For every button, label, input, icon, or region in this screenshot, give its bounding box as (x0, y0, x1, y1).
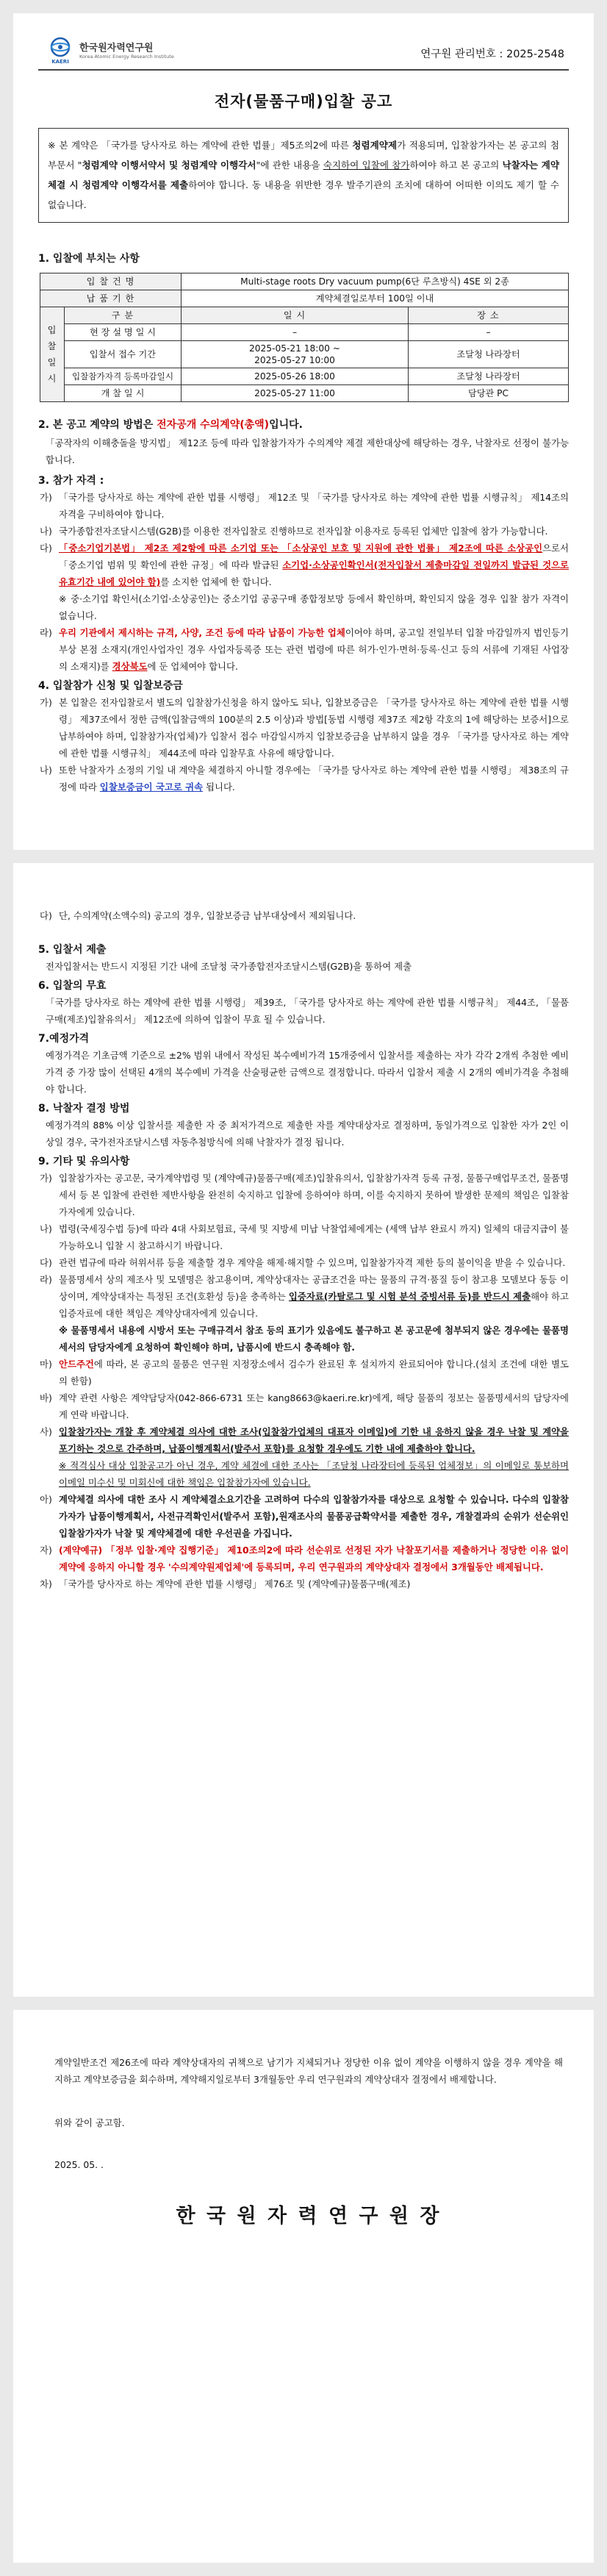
item-label: 나) (40, 526, 52, 537)
item-label: 나) (40, 1223, 52, 1234)
item-text: 입찰참가자는 공고문, 국가계약법령 및 (계약예규)물품구매(제조)입찰유의서, 입찰참가자격 등록 규정, 물품구매업무조건, 물품명세서 등 본 입찰에 관련한 제반사항을 완전히 숙지하고 입찰에 응하여야 하며, 이를 숙지하지 못하여 발생한 문제의 책임은 입찰참가자에게 있습니다. (59, 1173, 569, 1217)
page-2-content (38, 907, 569, 1592)
section-1-heading: 1. 입찰에 부치는 사항 (38, 253, 140, 265)
document-header (38, 13, 569, 69)
section-2 (38, 417, 569, 468)
signer-name: 한 국 원 자 력 연 구 원 장 (176, 2205, 442, 2228)
schedule-place: 조달청 나라장터 (409, 368, 569, 385)
document-page-2 (13, 863, 594, 1997)
item-text-rest: 으로서 「중소기업 범위 및 확인에 관한 규정」에 따라 발급된 (59, 543, 569, 570)
section-6-heading: 6. 입찰의 무효 (38, 980, 107, 992)
list-item (38, 624, 569, 675)
document-number: 연구원 관리번호 : 2025-2548 (420, 49, 564, 60)
page-3-body: 계약일반조건 제26조에 따라 계약상대자의 귀책으로 남기가 지체되거나 정당한 이유 없이 계약을 이행하지 않을 경우 계약을 해지하고 계약보증금을 회수하며, 계약해지일로부터 3개월동안 우리 연구원과의 계약상대자 결정에서 배제합니다. (54, 2057, 563, 2085)
notice-text-5: 하여야 합니다. 동 내용을 위반한 경우 발주기관의 조치에 대하여 어떠한 이의도 제기 할 수 없습니다. (48, 179, 559, 210)
item-label: 차) (40, 1578, 52, 1589)
page-title: 전자(물품구매)입찰 공고 (214, 93, 393, 110)
item-text-a: 물품명세서 상의 제조사 및 모델명은 참고용이며, 계약상대자는 공급조건을 따는 물품의 규격·품질 등이 참고용 모델보다 동등 이상이며, 계약상대자는 특정된 조건(호환성 등)을 충족하는 (59, 1274, 569, 1302)
item-text (59, 1356, 569, 1389)
schedule-label: 현 장 설 명 일 시 (65, 324, 182, 341)
item-label: 가) (40, 697, 52, 708)
kaeri-logo-icon (46, 35, 75, 65)
list-item (38, 523, 569, 540)
row-label-delivery: 납 품 기 한 (40, 290, 182, 307)
logo-text: KAERI (51, 59, 69, 65)
item-text (59, 624, 569, 675)
item-label: 다) (40, 1257, 52, 1268)
schedule-time: 2025-05-26 18:00 (182, 368, 409, 385)
item-text (59, 540, 569, 624)
table-row (40, 341, 569, 368)
section-3 (38, 473, 569, 675)
list-item (38, 762, 569, 795)
schedule-place: 담당관 PC (409, 385, 569, 402)
bid-info-table (40, 273, 569, 402)
list-item (38, 1423, 569, 1491)
item-text: 계약 관련 사항은 계약담당자(042-866-6731 또는 kang8663@kaeri.re.kr)에게, 해당 물품의 정보는 물품명세서의 담당자에게 연락 바랍니다. (59, 1392, 569, 1420)
list-item (38, 1389, 569, 1423)
list-item (38, 1575, 569, 1592)
item-text: 국가종합전자조달시스템(G2B)를 이용한 전자입찰로 진행하므로 전자입찰 이용자로 등록된 업체만 입찰에 참가 가능합니다. (59, 526, 548, 537)
item-text: 「국가를 당사자로 하는 계약에 관한 법률 시행령」 제12조 및 「국가를 당사자로 하는 계약에 관한 법률 시행규칙」 제14조의 자격을 구비하여야 합니다. (59, 492, 569, 520)
schedule-label: 입찰서 접수 기간 (65, 341, 182, 368)
notice-bold-3: 낙찰자는 계약체결 시 청렴계약 이행각서를 제출 (48, 160, 559, 190)
table-row (40, 307, 569, 324)
notice-bold-1: 청렴계약제 (352, 140, 398, 151)
list-item (38, 1491, 569, 1542)
list-item (38, 907, 569, 924)
item-text-blue: 입찰보증금이 국고로 귀속 (99, 781, 204, 793)
schedule-time: 2025-05-21 18:00 ~ 2025-05-27 10:00 (182, 341, 409, 368)
item-text-rest: 에 따라, 본 공고의 물품은 연구원 지정장소에서 검수가 완료된 후 설치까지 완료되어야 합니다.(설치 조건에 대한 별도의 한함) (59, 1359, 569, 1387)
side-label-text: 입찰일시 (47, 325, 57, 384)
item-text: 「국가를 당사자로 하는 계약에 관한 법률 시행령」 제76조 및 (계약예규)물품구매(제조) (59, 1578, 411, 1589)
document-page-1 (13, 13, 594, 850)
section-6 (38, 978, 569, 1028)
item-text (59, 762, 569, 795)
item-text: 계약체결 의사에 대한 조사 시 계약체결소요기간을 고려하여 다수의 입찰참가자를 대상으로 요청할 수 있습니다. 다수의 입찰참가자가 납품이행계획서, 사전규격확인서(발주서 포함),원재조사의 물품공급확약서를 제출한 경우, 개찰결과의 순위가 선순위인 입찰참가자가 낙찰 및 계약체결에 대한 우선권을 가집니다. (59, 1494, 569, 1539)
schedule-time: 2025-05-27 11:00 (182, 385, 409, 402)
item-note: ※ 적격심사 대상 입찰공고가 아닌 경우, 계약 체결에 대한 조사는 「조달청 나라장터에 등록된 업체정보」의 이메일로 통보하며 이메일 미수신 및 미회신에 대한 책임은 입찰참가자에 있습니다. (59, 1460, 569, 1488)
item-text-rest: 이어야 하며, 공고일 전일부터 입찰 마감일까지 법인등기부상 본점 소재지(개인사업자인 경우 사업자등록증 또는 관련 법령에 따른 허가·인가·면허·등록·신고 등의 서류에 기재된 사업장의 소재지)를 (59, 627, 569, 672)
item-label: 바) (40, 1392, 52, 1403)
section-5 (38, 942, 569, 975)
item-text: 본 입찰은 전자입찰로서 별도의 입찰참가신청을 하지 않아도 되나, 입찰보증금은 「국가를 당사자로 하는 계약에 관한 법률 시행령」 제37조에서 정한 금액(입찰금액의 100분의 2.5 이상)과 방법[동법 시행령 제37조 제2항 각호의 1에 해당하는 보증서]으로 납부하여야 하며, 입찰참가자(업체)가 입찰서 접수 마감일시까지 입찰보증금을 납부하지 않을 경우 「국가를 당사자로 하는 계약에 관한 법률 시행규칙」 제44조에 따라 입찰무효 사유에 해당합니다. (59, 697, 569, 759)
org-name-english: Korea Atomic Energy Research Institute (79, 54, 174, 60)
item-text-red: 안드주건 (59, 1359, 94, 1370)
list-item (38, 1254, 569, 1271)
list-item (38, 694, 569, 762)
org-name-korean: 한국원자력연구원 (79, 43, 154, 54)
document-page-3 (13, 2010, 594, 2563)
item-label: 라) (40, 1274, 52, 1285)
schedule-time: – (182, 324, 409, 341)
row-label-bid-name: 입 찰 건 명 (40, 273, 182, 290)
schedule-place: 조달청 나라장터 (409, 341, 569, 368)
table-row (40, 290, 569, 307)
schedule-label: 입찰참가자격 등록마감일시 (65, 368, 182, 385)
item-text-end: 를 소지한 업체에 한 합니다. (160, 576, 272, 587)
section-8-body: 예정가격의 88% 이상 입찰서를 제출한 자 중 최저가격으로 제출한 자를 계약대상자로 결정하며, 동일가격으로 입찰한 자가 2인 이상일 경우, 국가전자조달시스템 자동추첨방식에 의해 낙찰자가 결정 됩니다. (46, 1120, 569, 1148)
item-text: 법령(국세징수법 등)에 따라 4대 사회보험료, 국세 및 지방세 미납 낙찰업체에게는 (세액 납부 완료시 까지) 일체의 대금지급이 불가능하오니 입찰 시 참고하시기 바랍니다. (59, 1223, 569, 1251)
item-text (59, 1423, 569, 1491)
notice-text-1: ※ 본 계약은 「국가를 당사자로 하는 계약에 관한 법률」제5조의2에 따른 (48, 140, 353, 151)
item-text-end: 됩니다. (203, 781, 235, 793)
item-label: 자) (40, 1545, 52, 1556)
list-item (38, 1542, 569, 1575)
item-text (59, 1271, 569, 1356)
item-label: 다) (40, 543, 52, 554)
item-text: 단, 수의계약(소액수의) 공고의 경우, 입찰보증금 납부대상에서 제외됩니다. (59, 910, 356, 921)
item-label: 마) (40, 1359, 52, 1370)
item-label: 사) (40, 1426, 52, 1437)
section-9-heading: 9. 기타 및 유의사항 (38, 1156, 130, 1167)
notice-underline-1: 숙지하여 입찰에 참가 (323, 160, 410, 171)
item-label: 아) (40, 1494, 52, 1505)
list-item (38, 489, 569, 523)
section-3-heading: 3. 참가 자격 : (38, 475, 104, 487)
delivery-value: 계약체결일로부터 100일 이내 (182, 290, 569, 307)
notice-text-3: "에 관한 내용을 (256, 160, 323, 171)
bid-name-value: Multi-stage roots Dry vacuum pump(6단 루츠방식) 4SE 외 2종 (182, 273, 569, 290)
section-7-body: 예정가격은 기초금액 기준으로 ±2% 범위 내에서 작성된 복수예비가격 15개중에서 입찰서를 제출하는 자가 각각 2개씩 추첨한 예비가격 중 가장 많이 선택된 4개의 복수예비 가격을 산술평균한 금액으로 결정합니다. 따라서 입찰서 제출 시 2개의 예비가격을 추첨해야 합니다. (46, 1050, 569, 1095)
section-6-body: 「국가를 당사자로 하는 계약에 관한 법률 시행령」 제39조, 「국가를 당사자로 하는 계약에 관한 법률 시행규칙」 제44조, 「물품구매(제조)입찰유의서」 제12조에 의하여 입찰이 무효 될 수 있습니다. (46, 997, 569, 1025)
list-item (38, 1220, 569, 1254)
col-header-datetime: 일 시 (182, 307, 409, 324)
table-row (40, 324, 569, 341)
item-note: ※ 중·소기업 확인서(소기업·소상공인)는 중소기업 공공구매 종합정보망 등에서 확인하며, 확인되지 않을 경우 입찰 참가 자격이 없습니다. (59, 593, 569, 621)
side-label-bid-schedule (40, 307, 65, 402)
section-2-heading (38, 417, 569, 432)
page-3-content (54, 2054, 563, 2248)
section-4-heading: 4. 입찰참가 신청 및 입찰보증금 (38, 680, 183, 692)
notice-bold-2: 청렴계약 이행서약서 및 청렴계약 이행각서 (82, 160, 256, 171)
page-1-content (38, 13, 569, 795)
item-text-red: 「중소기업기본법」 제2조 제2항에 따른 소기업 또는 「소상공인 보호 및 지원에 관한 법률」 제2조에 따른 소상공인 (59, 543, 543, 554)
item-text-underline: 입찰참가자는 개찰 후 계약체결 의사에 대한 조사(입찰참가업체의 대표자 이메일)에 기한 내 응하지 않을 경우 낙찰 및 계약을 포기하는 것으로 간주하며, 납품이행계획서(발주서 포함)를 요청할 경우에도 기한 내에 제출하야 합니다. (59, 1426, 569, 1454)
notice-date: 2025. 05. . (54, 2159, 104, 2170)
section-8-heading: 8. 낙찰자 결정 방법 (38, 1103, 130, 1115)
col-header-category: 구 분 (65, 307, 182, 324)
table-row (40, 385, 569, 402)
s2-heading-red: 전자공개 수의계약(총액) (157, 419, 270, 431)
list-item (38, 1170, 569, 1220)
notice-text-4: 하여야 하고 본 공고의 (409, 160, 503, 171)
list-item (38, 1271, 569, 1356)
list-item (38, 1356, 569, 1389)
closing-text: 위와 같이 공고함. (54, 2117, 125, 2128)
item-text-b: 해야 하고 입증자료에 대한 책임은 계약상대자에게 있습니다. (59, 1291, 569, 1319)
item-note: ※ 물품명세서 내용에 시방서 또는 구매규격서 참조 등의 표기가 있음에도 불구하고 본 공고문에 첨부되지 않은 경우에는 물품명세서의 담당자에게 요청하여 확인해야 하며, 납품시에 반드시 충족해야 함. (59, 1325, 569, 1353)
s2-heading-a: 2. 본 공고 계약의 방법은 (38, 419, 157, 431)
integrity-notice-box (38, 128, 569, 223)
schedule-label: 개 찰 일 시 (65, 385, 182, 402)
item-text-red: (계약예규) 「정부 입찰·계약 집행기준」 제10조의2에 따라 선순위로 선정된 자가 낙찰포기서를 제출하거나 정당한 이유 없이 계약에 응하지 아니할 경우 '수의계약원제업체'에 등록되며, 우리 연구원과의 계약상대자 결정에서 3개월동안 배제됩니다. (59, 1545, 569, 1573)
header-rule (38, 69, 569, 71)
col-header-place: 장 소 (409, 307, 569, 324)
item-text-red-2: 소기업·소상공인확인서(전자입찰서 제출마감일 전일까지 발급된 것으로 유효기간 내에 있어야 함) (59, 559, 569, 587)
list-item (38, 540, 569, 624)
table-row (40, 368, 569, 385)
schedule-place: – (409, 324, 569, 341)
section-7-heading: 7.예정가격 (38, 1033, 90, 1045)
section-8 (38, 1101, 569, 1151)
item-label: 라) (40, 627, 52, 638)
item-text-red: 우리 기관에서 제시하는 규격, 사양, 조건 등에 따라 납품이 가능한 업체 (59, 627, 345, 638)
notice-text-2: 가 적용되며, 입찰참가자는 본 공고의 첨부문서 " (48, 140, 560, 171)
section-4 (38, 678, 569, 795)
item-text-end: 에 둔 업체여야 합니다. (147, 661, 238, 672)
section-5-heading: 5. 입찰서 제출 (38, 944, 107, 956)
item-text-underline: 입증자료(카탈로그 및 시험 분석 증빙서류 등)를 반드시 제출 (288, 1291, 531, 1302)
item-label: 다) (40, 910, 52, 921)
item-text-a: 또한 낙찰자가 소정의 기일 내 계약을 체결하지 아니할 경우에는 「국가를 당사자로 하는 계약에 관한 법률 시행령」 제38조의 규정에 따라 (59, 765, 570, 793)
section-9 (38, 1153, 569, 1592)
s2-heading-b: 입니다. (269, 419, 303, 431)
table-row (40, 273, 569, 290)
item-text-red-2: 경상북도 (112, 661, 148, 672)
item-text: 관련 법규에 따라 허위서류 등을 제출할 경우 계약을 해제·해지할 수 있으며, 입찰참가자격 제한 등의 불이익을 받을 수 있습니다. (59, 1257, 566, 1268)
section-2-body: 「공작자의 이해충돌을 방지법」 제12조 등에 따라 입찰참가자가 수의계약 제결 제한대상에 해당하는 경우, 낙찰자로 선정이 불가능 합니다. (46, 437, 569, 465)
item-label: 가) (40, 492, 52, 503)
section-7 (38, 1031, 569, 1098)
section-5-body: 전자입찰서는 반드시 지정된 기간 내에 조달청 국가종합전자조달시스템(G2B)을 통하여 제출 (46, 961, 412, 972)
item-label: 나) (40, 765, 52, 776)
item-label: 가) (40, 1173, 52, 1184)
